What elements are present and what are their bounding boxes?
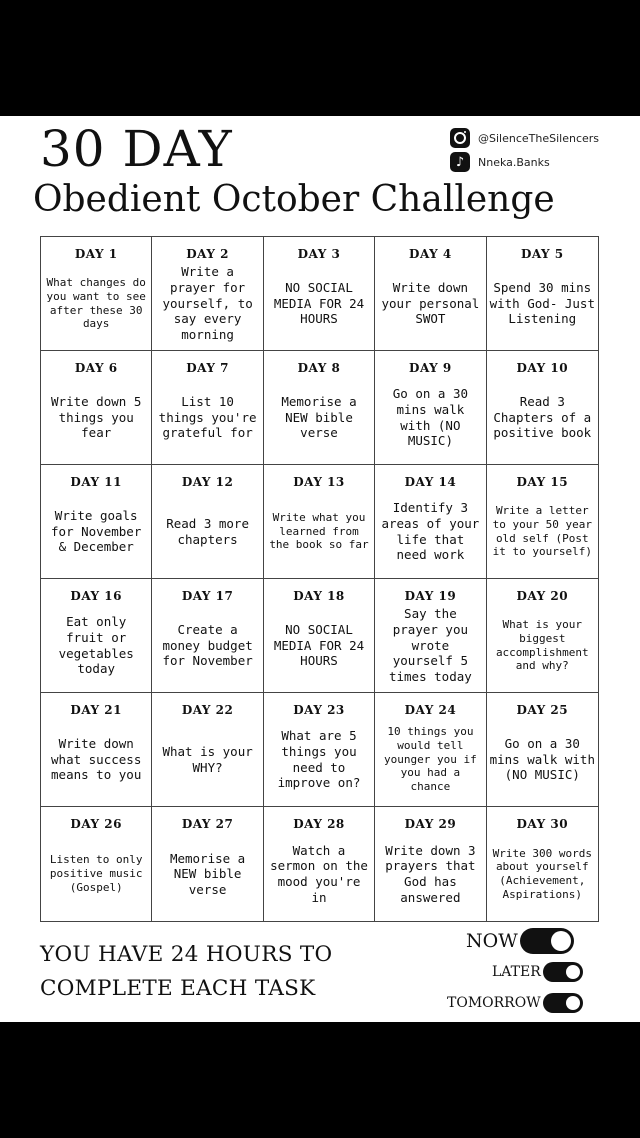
toggle-later <box>492 962 583 982</box>
day-cell <box>264 579 375 693</box>
day-task: Create a money budget for November <box>162 622 253 669</box>
calendar-grid <box>40 236 599 922</box>
day-label: DAY 11 <box>70 475 122 489</box>
day-task: Write a letter to your 50 year old self (Post it to yourself) <box>492 504 592 559</box>
day-cell <box>152 693 263 807</box>
day-cell <box>487 237 598 351</box>
day-task: 10 things you would tell younger you if you had a chance <box>384 725 477 794</box>
day-label: DAY 28 <box>293 817 345 831</box>
day-task: Say the prayer you wrote yourself 5 times today <box>388 606 472 684</box>
day-label: DAY 2 <box>186 247 229 261</box>
day-cell <box>264 351 375 465</box>
day-label: DAY 9 <box>409 361 452 375</box>
toggle-now-label: NOW <box>466 930 518 952</box>
day-task: Go on a 30 mins walk with (NO MUSIC) <box>489 736 595 783</box>
day-cell <box>41 579 152 693</box>
day-task: Go on a 30 mins walk with (NO MUSIC) <box>392 386 469 449</box>
day-task: NO SOCIAL MEDIA FOR 24 HOURS <box>273 622 365 669</box>
day-label: DAY 29 <box>404 817 457 831</box>
day-label: DAY 20 <box>516 589 569 603</box>
title-line-1: 30 DAY <box>40 120 233 178</box>
day-cell <box>375 237 486 351</box>
day-cell <box>375 351 486 465</box>
day-label: DAY 13 <box>293 475 345 489</box>
toggle-tomorrow-label: TOMORROW <box>447 995 541 1011</box>
day-label: DAY 18 <box>293 589 345 603</box>
day-task: Write down 5 things you fear <box>51 394 142 441</box>
day-task: Write down your personal SWOT <box>381 280 480 327</box>
day-cell <box>487 465 598 579</box>
day-cell <box>41 351 152 465</box>
day-task: Write a prayer for yourself, to say every morning <box>162 264 253 342</box>
day-cell <box>375 579 486 693</box>
day-label: DAY 25 <box>516 703 569 717</box>
footer-note <box>40 938 332 1006</box>
day-label: DAY 16 <box>70 589 122 603</box>
day-cell <box>487 807 598 921</box>
day-cell <box>152 237 263 351</box>
day-cell <box>264 465 375 579</box>
day-task: Watch a sermon on the mood you're in <box>270 842 368 905</box>
day-cell <box>487 579 598 693</box>
day-task: Memorise a NEW bible verse <box>281 394 357 441</box>
day-label: DAY 7 <box>186 361 229 375</box>
footer-line-2: COMPLETE EACH TASK <box>40 976 316 1001</box>
tiktok-handle <box>450 152 550 172</box>
toggle-later-label: LATER <box>492 964 541 980</box>
day-cell <box>152 465 263 579</box>
day-cell <box>152 351 263 465</box>
day-task: Read 3 more chapters <box>166 515 249 547</box>
day-label: DAY 1 <box>74 247 118 261</box>
day-cell <box>41 237 152 351</box>
day-cell <box>375 465 486 579</box>
day-label: DAY 3 <box>297 247 341 261</box>
day-label: DAY 6 <box>74 361 118 375</box>
day-label: DAY 4 <box>409 247 452 261</box>
day-task: Identify 3 areas of your life that need work <box>381 500 480 563</box>
instagram-icon <box>450 128 470 148</box>
day-task: Spend 30 mins with God- Just Listening <box>489 280 595 327</box>
day-label: DAY 30 <box>516 817 569 831</box>
day-task: What are 5 things you need to improve on? <box>277 728 361 791</box>
day-cell <box>264 807 375 921</box>
day-task: Eat only fruit or vegetables today <box>58 614 134 677</box>
footer-line-1: YOU HAVE 24 HOURS TO <box>40 942 333 967</box>
toggle-later-switch-icon <box>543 962 583 982</box>
day-cell <box>41 807 152 921</box>
day-cell <box>264 693 375 807</box>
day-label: DAY 15 <box>516 475 569 489</box>
toggle-tomorrow <box>447 993 583 1013</box>
day-label: DAY 10 <box>516 361 569 375</box>
tiktok-label: Nneka.Banks <box>478 155 550 169</box>
day-label: DAY 8 <box>297 361 341 375</box>
day-label: DAY 19 <box>404 589 457 603</box>
day-cell <box>375 807 486 921</box>
day-task: Write down 3 prayers that God has answered <box>385 842 476 905</box>
toggle-now-switch-icon <box>520 928 574 954</box>
instagram-handle <box>450 128 599 148</box>
day-cell <box>264 237 375 351</box>
day-cell <box>152 579 263 693</box>
day-cell <box>487 693 598 807</box>
day-cell <box>41 693 152 807</box>
day-task: Read 3 Chapters of a positive book <box>493 394 592 441</box>
day-cell <box>375 693 486 807</box>
day-task: What changes do you want to see after these 30 days <box>46 276 146 331</box>
day-task: Write goals for November & December <box>51 508 142 555</box>
day-task: What is your biggest accomplishment and why? <box>495 618 589 673</box>
day-task: NO SOCIAL MEDIA FOR 24 HOURS <box>273 280 365 327</box>
title-line-2: Obedient October Challenge <box>33 179 555 220</box>
day-label: DAY 23 <box>293 703 345 717</box>
day-label: DAY 27 <box>181 817 234 831</box>
day-label: DAY 22 <box>181 703 234 717</box>
day-label: DAY 5 <box>520 247 564 261</box>
tiktok-icon: ♪ <box>450 152 470 172</box>
toggle-now <box>466 928 574 954</box>
toggle-tomorrow-switch-icon <box>543 993 583 1013</box>
day-label: DAY 24 <box>404 703 457 717</box>
instagram-label: @SilenceTheSilencers <box>478 131 600 145</box>
day-cell <box>487 351 598 465</box>
day-task: Write 300 words about yourself (Achievement, Aspirations) <box>492 846 592 901</box>
day-label: DAY 14 <box>404 475 457 489</box>
day-task: Listen to only positive music (Gospel) <box>49 853 143 894</box>
day-task: Write what you learned from the book so far <box>269 510 369 552</box>
day-label: DAY 12 <box>181 475 234 489</box>
challenge-page <box>0 116 640 1022</box>
day-cell <box>41 465 152 579</box>
day-task: Memorise a NEW bible verse <box>169 850 246 897</box>
day-task: What is your WHY? <box>162 743 253 775</box>
day-task: List 10 things you're grateful for <box>158 394 257 441</box>
day-label: DAY 17 <box>181 589 234 603</box>
day-label: DAY 26 <box>70 817 122 831</box>
day-cell <box>152 807 263 921</box>
day-label: DAY 21 <box>70 703 122 717</box>
day-task: Write down what success means to you <box>51 736 142 783</box>
